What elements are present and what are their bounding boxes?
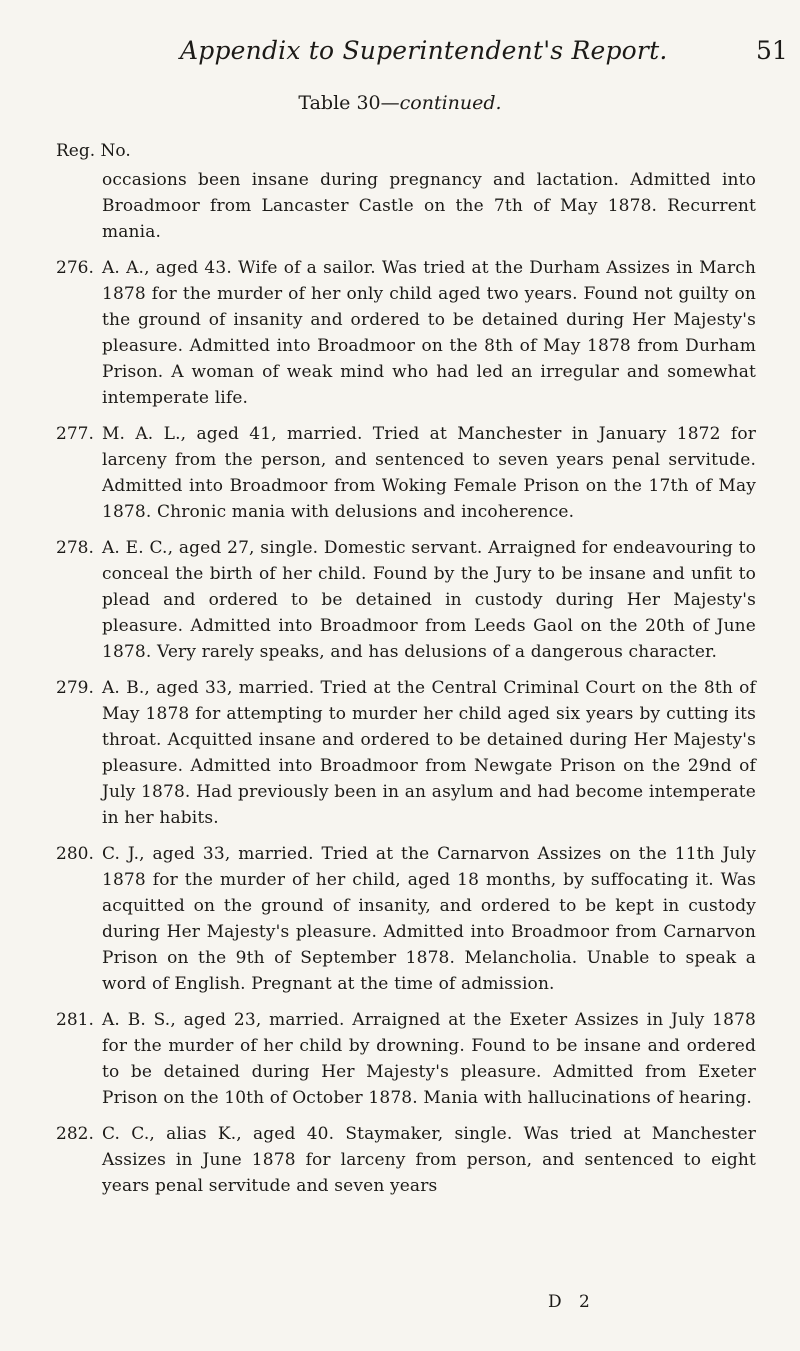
register-entry-278 bbox=[56, 535, 756, 665]
register-entry-281 bbox=[56, 1007, 756, 1111]
entry-text: C. J., aged 33, married. Tried at the Carnarvon Assizes on the 11th July 1878 for the murder of her child, aged 18 months, by suffocating it. Was acquitted on the ground of insanity, and ordered to be kept in custody during Her Majesty's pleasure. Admitted into Broadmoor from Carnarvon Prison on the 9th of September 1878. Melancholia. Unable to speak a word of English. Pregnant at the time of admission. bbox=[102, 844, 756, 994]
entry-number: 280. bbox=[56, 844, 94, 864]
register-entry-282 bbox=[56, 1121, 756, 1199]
entry-text: A. E. C., aged 27, single. Domestic servant. Arraigned for endeavouring to conceal the birth of her child. Found by the Jury to be insane and unfit to plead and ordered to be detained in custody during Her Majesty's pleasure. Admitted into Broadmoor from Leeds Gaol on the 20th of June 1878. Very rarely speaks, and has delusions of a dangerous character. bbox=[102, 538, 756, 662]
entry-number: 279. bbox=[56, 678, 94, 698]
table-caption-label: Table 30— bbox=[298, 92, 400, 114]
entry-text: M. A. L., aged 41, married. Tried at Manchester in January 1872 for larceny from the person, and sentenced to seven years penal servitude. Admitted into Broadmoor from Woking Female Prison on the 17th of May 1878. Chronic mania with delusions and incoherence. bbox=[102, 424, 756, 522]
entry-number: 278. bbox=[56, 538, 94, 558]
register-entry-276 bbox=[56, 255, 756, 411]
reg-no-header: Reg. No. bbox=[56, 141, 131, 161]
entry-number: 282. bbox=[56, 1124, 94, 1144]
register-entry-279 bbox=[56, 675, 756, 831]
page-number: 51 bbox=[756, 36, 788, 65]
entry-number: 276. bbox=[56, 258, 94, 278]
entry-number: 281. bbox=[56, 1010, 94, 1030]
entry-text: A. B., aged 33, married. Tried at the Central Criminal Court on the 8th of May 1878 for attempting to murder her child aged six years by cutting its throat. Acquitted insane and ordered to be detained during Her Majesty's pleasure. Admitted into Broadmoor from Newgate Prison on the 29nd of July 1878. Had previously been in an asylum and had become intemperate in her habits. bbox=[102, 678, 756, 828]
entry-number: 277. bbox=[56, 424, 94, 444]
register-entries bbox=[56, 167, 756, 1209]
entry-text: occasions been insane during pregnancy and lactation. Admitted into Broadmoor from Lancaster Castle on the 7th of May 1878. Recurrent mania. bbox=[102, 170, 756, 242]
table-caption bbox=[0, 92, 800, 114]
register-entry-277 bbox=[56, 421, 756, 525]
register-entry-280 bbox=[56, 841, 756, 997]
entry-text: C. C., alias K., aged 40. Staymaker, single. Was tried at Manchester Assizes in June 1878 for larceny from person, and sentenced to eight years penal servitude and seven years bbox=[102, 1124, 756, 1196]
entry-text: A. A., aged 43. Wife of a sailor. Was tried at the Durham Assizes in March 1878 for the murder of her only child aged two years. Found not guilty on the ground of insanity and ordered to be detained during Her Majesty's pleasure. Admitted into Broadmoor on the 8th of May 1878 from Durham Prison. A woman of weak mind who had led an irregular and somewhat intemperate life. bbox=[102, 258, 756, 408]
signature-mark: D 2 bbox=[548, 1292, 596, 1312]
running-title: Appendix to Superintendent's Report. bbox=[180, 36, 668, 65]
register-entry-continued bbox=[56, 167, 756, 245]
running-head bbox=[0, 36, 800, 76]
entry-text: A. B. S., aged 23, married. Arraigned at the Exeter Assizes in July 1878 for the murder of her child by drowning. Found to be insane and ordered to be detained during Her Majesty's pleasure. Admitted from Exeter Prison on the 10th of October 1878. Mania with hallucinations of hearing. bbox=[102, 1010, 756, 1108]
table-caption-continued: continued. bbox=[399, 92, 502, 114]
